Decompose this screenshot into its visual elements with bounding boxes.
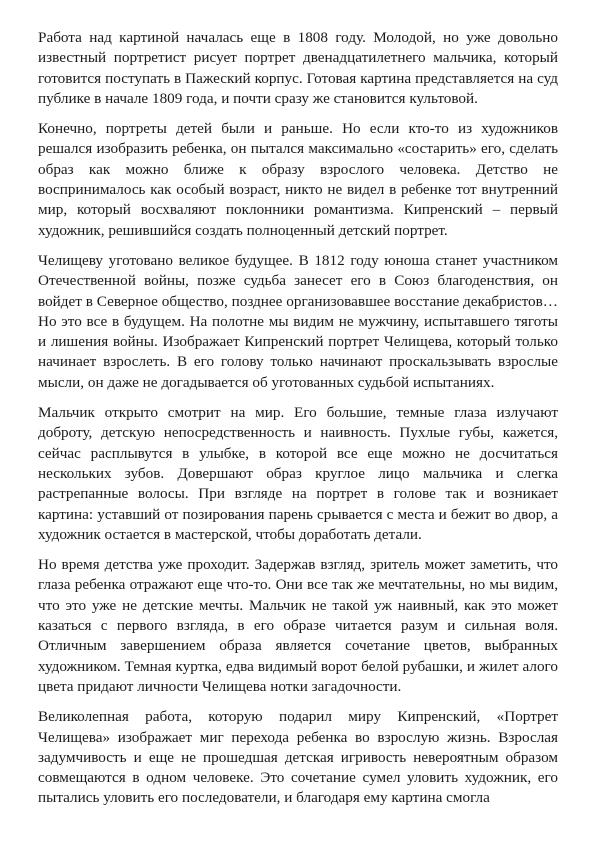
paragraph-2: Конечно, портреты детей были и раньше. Но если кто-то из художников решался изобразить ребенка, он пытался максимально «состарить» его, сделать образ как можно ближе к образу взрослого человека. Детство не воспринималось как особый возраст, никто не видел в ребенке тот внутренний мир, который восхваляют поклонники романтизма. Кипренский – первый художник, решившийся создать полноценный детский портрет. [38, 120, 558, 239]
paragraph-3: Челищеву уготовано великое будущее. В 1812 году юноша станет участником Отечественной войны, позже судьба занесет его в Союз благоденствия, он войдет в Северное общество, позднее организовавшее восстание декабристов… Но это все в будущем. На полотне мы видим не мужчину, испытавшего тяготы и лишения войны. Изображает Кипренский портрет Челищева, который только начинает взрослеть. В его голову только начинают проскальзывать взрослые мысли, он даже не догадывается об уготованных судьбой испытаниях. [38, 251, 558, 391]
paragraph-5: Но время детства уже проходит. Задержав взгляд, зритель может заметить, что глаза ребенка отражают еще что-то. Они все так же мечтательны, но мы видим, что это уже не детские мечты. Мальчик не такой уж наивный, как это может казаться с первого взгляда, в его образе читается разум и сильная воля. Отличным завершением образа является сочетание цветов, выбранных художником. Темная куртка, едва видимый ворот белой рубашки, и жилет алого цвета придают личности Челищева нотки загадочности. [38, 556, 558, 695]
document-page [38, 28, 558, 819]
paragraph-6: Великолепная работа, которую подарил миру Кипренский, «Портрет Челищева» изображает миг перехода ребенка во взрослую жизнь. Взрослая задумчивость и еще не прошедшая детская игривость невероятным образом совмещаются в одном человеке. Это сочетание сумел уловить художник, его пытались уловить его последователи, и благодаря ему картина смогла [38, 708, 558, 807]
paragraph-4: Мальчик открыто смотрит на мир. Его большие, темные глаза излучают доброту, детскую непосредственность и наивность. Пухлые губы, кажется, сейчас расплывутся в улыбке, в которой все еще можно не досчитаться нескольких зубов. Довершают образ круглое лицо мальчика и слегка растрепанные волосы. При взгляде на портрет в голове так и возникает картина: уставший от позирования парень срывается с места и бежит во двор, а художник остается в мастерской, чтобы доработать детали. [38, 404, 558, 543]
paragraph-1: Работа над картиной началась еще в 1808 году. Молодой, но уже довольно известный портретист рисует портрет двенадцатилетнего мальчика, который готовится поступать в Пажеский корпус. Готовая картина представляется на суд публике в начале 1809 года, и почти сразу же становится культовой. [38, 29, 558, 107]
